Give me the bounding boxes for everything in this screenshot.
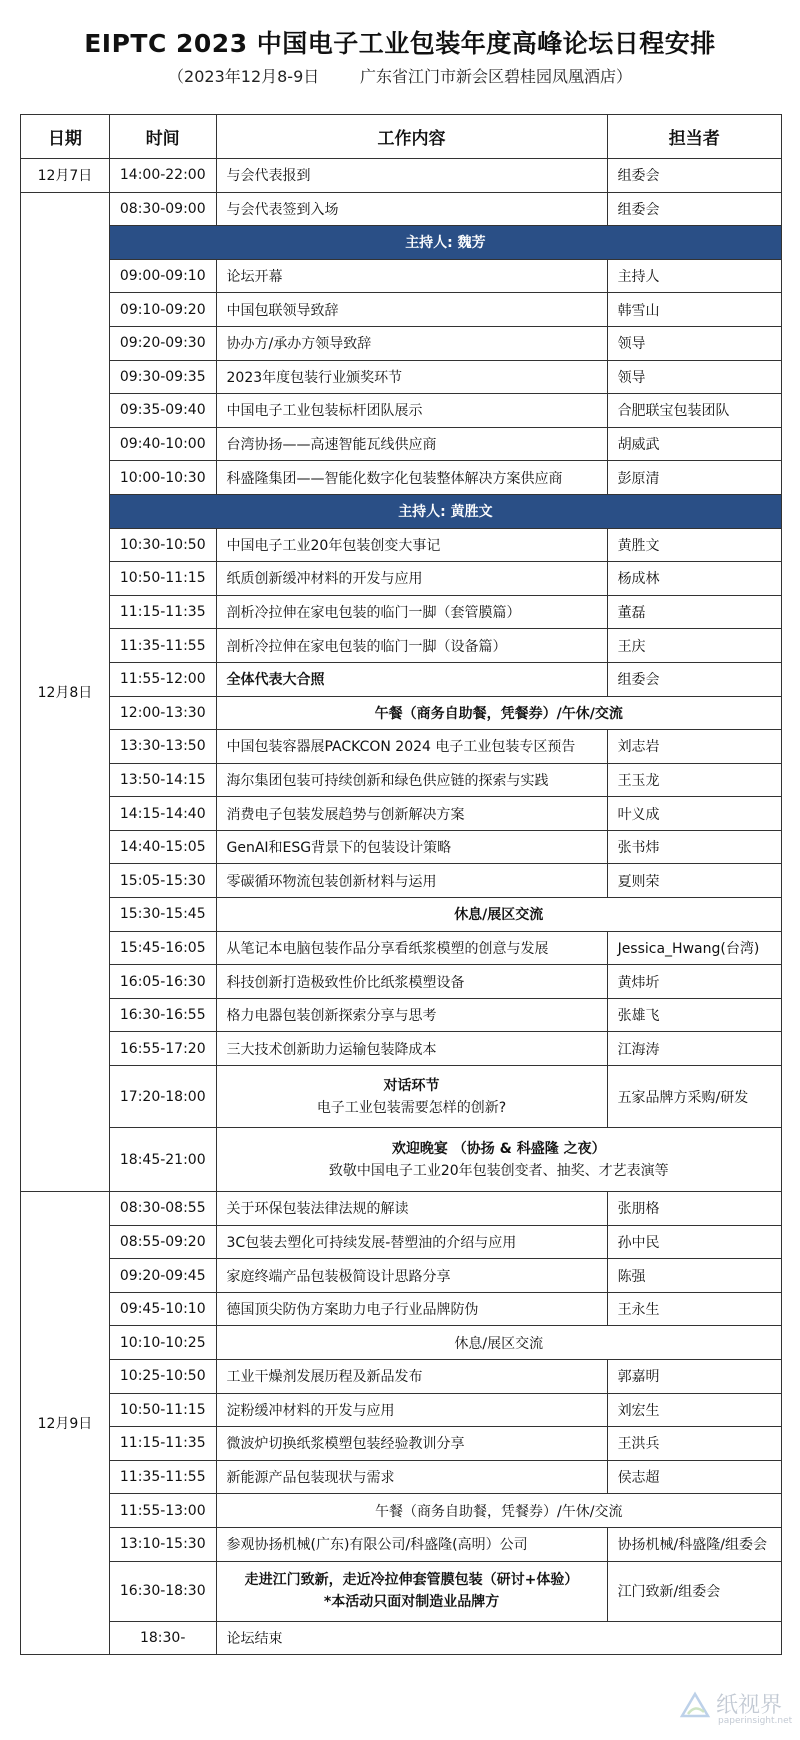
table-row [21,1292,782,1326]
content-cell: 剖析冷拉伸在家电包装的临门一脚（设备篇） [216,629,607,663]
time-cell: 11:35-11:55 [109,629,216,663]
content-cell [216,1561,607,1621]
table-row [21,1393,782,1427]
owner-cell: 夏则荣 [607,864,781,898]
content-line-1: 对话环节 [383,1077,440,1094]
owner-cell: 王玉龙 [607,763,781,797]
content-cell: 全体代表大合照 [216,662,607,696]
time-cell: 16:30-16:55 [109,998,216,1032]
time-cell: 16:55-17:20 [109,1032,216,1066]
time-cell: 10:50-11:15 [109,1393,216,1427]
owner-cell: 黄胜文 [607,528,781,562]
content-line-1: 走进江门致新，走近冷拉伸套管膜包装（研讨+体验） [244,1572,579,1589]
content-cell: 海尔集团包装可持续创新和绿色供应链的探索与实践 [216,763,607,797]
content-cell: 中国电子工业包装标杆团队展示 [216,394,607,428]
owner-cell: 黄炜圻 [607,965,781,999]
time-cell: 11:55-12:00 [109,662,216,696]
time-cell: 14:15-14:40 [109,797,216,831]
content-cell: 科技创新打造极致性价比纸浆模塑设备 [216,965,607,999]
content-cell: 与会代表报到 [216,159,607,193]
time-cell: 08:30-08:55 [109,1192,216,1226]
date-cell: 12月7日 [21,159,110,193]
time-cell: 14:00-22:00 [109,159,216,193]
content-cell: 科盛隆集团——智能化数字化包装整体解决方案供应商 [216,461,607,495]
owner-cell: 孙中民 [607,1225,781,1259]
owner-cell: 张书炜 [607,830,781,864]
content-cell: 纸质创新缓冲材料的开发与应用 [216,562,607,596]
time-cell: 09:45-10:10 [109,1292,216,1326]
table-row [21,1326,782,1360]
day8-group [21,192,782,1191]
content-cell: 家庭终端产品包装极简设计思路分享 [216,1259,607,1293]
table-row [21,965,782,999]
day9-group [21,1192,782,1655]
content-cell: 协办方/承办方领导致辞 [216,326,607,360]
table-row [21,326,782,360]
table-row [21,461,782,495]
table-row [21,1128,782,1192]
content-cell: 微波炉切换纸浆模塑包装经验教训分享 [216,1427,607,1461]
time-cell: 09:40-10:00 [109,427,216,461]
owner-cell: 江海涛 [607,1032,781,1066]
owner-cell: 杨成林 [607,562,781,596]
content-line-2: 电子工业包装需要怎样的创新? [316,1099,507,1116]
page-title: EIPTC 2023 中国电子工业包装年度高峰论坛日程安排 [84,29,716,58]
header-date: 日期 [21,115,110,159]
time-cell: 11:15-11:35 [109,1427,216,1461]
content-cell: 休息/展区交流 [216,1326,781,1360]
time-cell: 09:30-09:35 [109,360,216,394]
owner-cell: 张朋格 [607,1192,781,1226]
table-row [21,864,782,898]
owner-cell: Jessica_Hwang(台湾) [607,931,781,965]
table-row [21,360,782,394]
time-cell: 13:30-13:50 [109,730,216,764]
content-cell: 参观协扬机械(广东)有限公司/科盛隆(高明）公司 [216,1527,607,1561]
table-row [21,1032,782,1066]
time-cell: 09:20-09:30 [109,326,216,360]
content-cell: 零碳循环物流包装创新材料与运用 [216,864,607,898]
table-row [21,1621,782,1655]
owner-cell: 王洪兵 [607,1427,781,1461]
table-row [21,830,782,864]
owner-cell: 陈强 [607,1259,781,1293]
content-cell: 格力电器包装创新探索分享与思考 [216,998,607,1032]
owner-cell: 合肥联宝包装团队 [607,394,781,428]
owner-cell: 韩雪山 [607,293,781,327]
content-cell: 三大技术创新助力运输包装降成本 [216,1032,607,1066]
date-cell: 12月8日 [21,192,110,1191]
content-cell: 与会代表签到入场 [216,192,607,226]
header-time: 时间 [109,115,216,159]
table-row [21,394,782,428]
content-cell [216,1066,607,1128]
table-row [21,998,782,1032]
header-content: 工作内容 [216,115,607,159]
watermark-logo-icon [678,1690,712,1724]
content-cell: 从笔记本电脑包装作品分享看纸浆模塑的创意与发展 [216,931,607,965]
time-cell: 13:50-14:15 [109,763,216,797]
time-cell: 10:00-10:30 [109,461,216,495]
time-cell: 09:00-09:10 [109,259,216,293]
content-cell: 剖析冷拉伸在家电包装的临门一脚（套管膜篇） [216,595,607,629]
host-row [21,494,782,528]
owner-cell: 郭嘉明 [607,1360,781,1394]
owner-cell: 刘志岩 [607,730,781,764]
table-row [21,797,782,831]
table-row [21,1066,782,1128]
owner-cell: 主持人 [607,259,781,293]
table-row [21,730,782,764]
time-cell: 12:00-13:30 [109,696,216,730]
time-cell: 11:15-11:35 [109,595,216,629]
time-cell: 15:30-15:45 [109,898,216,932]
owner-cell: 领导 [607,326,781,360]
content-cell: 论坛开幕 [216,259,607,293]
owner-cell: 彭原清 [607,461,781,495]
content-cell: 中国包联领导致辞 [216,293,607,327]
content-line-1: 欢迎晚宴 （协扬 & 科盛隆 之夜） [391,1140,606,1157]
time-cell: 15:45-16:05 [109,931,216,965]
table-row [21,1494,782,1528]
host-banner: 主持人: 魏芳 [109,226,781,260]
table-row [21,629,782,663]
time-cell: 14:40-15:05 [109,830,216,864]
time-cell: 10:10-10:25 [109,1326,216,1360]
content-cell: GenAI和ESG背景下的包装设计策略 [216,830,607,864]
table-row [21,898,782,932]
owner-cell: 组委会 [607,192,781,226]
table-row [21,1460,782,1494]
time-cell: 11:55-13:00 [109,1494,216,1528]
table-row [21,259,782,293]
owner-cell: 叶义成 [607,797,781,831]
content-line-2: 致敬中国电子工业20年包装创变者、抽奖、才艺表演等 [328,1162,669,1179]
owner-cell: 王庆 [607,629,781,663]
content-cell: 2023年度包装行业颁奖环节 [216,360,607,394]
table-row [21,595,782,629]
table-row [21,528,782,562]
content-cell: 休息/展区交流 [216,898,781,932]
content-cell [216,1128,781,1192]
owner-cell: 王永生 [607,1292,781,1326]
content-cell: 淀粉缓冲材料的开发与应用 [216,1393,607,1427]
content-cell: 论坛结束 [216,1621,781,1655]
content-cell: 工业干燥剂发展历程及新品发布 [216,1360,607,1394]
watermark-url: paperinsight.net [718,1716,793,1726]
owner-cell: 领导 [607,360,781,394]
time-cell: 15:05-15:30 [109,864,216,898]
owner-cell: 刘宏生 [607,1393,781,1427]
page-subtitle: （2023年12月8-9日 广东省江门市新会区碧桂园凤凰酒店） [168,67,632,86]
schedule-table [20,114,782,1655]
owner-cell: 江门致新/组委会 [607,1561,781,1621]
day7-group [21,159,782,193]
table-row [21,427,782,461]
content-cell: 中国包装容器展PACKCON 2024 电子工业包装专区预告 [216,730,607,764]
owner-cell: 组委会 [607,159,781,193]
table-row [21,1561,782,1621]
content-cell: 午餐（商务自助餐，凭餐券）/午休/交流 [216,696,781,730]
table-row [21,763,782,797]
table-row [21,696,782,730]
time-cell: 10:25-10:50 [109,1360,216,1394]
table-row [21,562,782,596]
table-row [21,1527,782,1561]
table-row [21,931,782,965]
table-row [21,1360,782,1394]
owner-cell: 张雄飞 [607,998,781,1032]
table-row [21,159,782,193]
time-cell: 08:55-09:20 [109,1225,216,1259]
date-cell: 12月9日 [21,1192,110,1655]
content-cell: 台湾协扬——高速智能瓦线供应商 [216,427,607,461]
host-row [21,226,782,260]
header-owner: 担当者 [607,115,781,159]
owner-cell: 组委会 [607,662,781,696]
table-row [21,662,782,696]
host-banner: 主持人: 黄胜文 [109,494,781,528]
content-cell: 中国电子工业20年包装创变大事记 [216,528,607,562]
watermark [678,1686,793,1730]
time-cell: 17:20-18:00 [109,1066,216,1128]
time-cell: 16:30-18:30 [109,1561,216,1621]
time-cell: 11:35-11:55 [109,1460,216,1494]
owner-cell: 董磊 [607,595,781,629]
table-row [21,1225,782,1259]
table-row [21,1192,782,1226]
content-cell: 新能源产品包装现状与需求 [216,1460,607,1494]
content-cell: 消费电子包装发展趋势与创新解决方案 [216,797,607,831]
table-row [21,1259,782,1293]
content-cell: 午餐（商务自助餐，凭餐券）/午休/交流 [216,1494,781,1528]
owner-cell: 五家品牌方采购/研发 [607,1066,781,1128]
time-cell: 09:10-09:20 [109,293,216,327]
table-row [21,192,782,226]
time-cell: 16:05-16:30 [109,965,216,999]
time-cell: 10:50-11:15 [109,562,216,596]
owner-cell: 胡威武 [607,427,781,461]
table-row [21,1427,782,1461]
time-cell: 18:30- [109,1621,216,1655]
watermark-text: 纸视界 [716,1693,783,1718]
header-row [21,115,782,159]
time-cell: 08:30-09:00 [109,192,216,226]
owner-cell: 协扬机械/科盛隆/组委会 [607,1527,781,1561]
table-row [21,293,782,327]
owner-cell: 侯志超 [607,1460,781,1494]
content-cell: 关于环保包装法律法规的解读 [216,1192,607,1226]
content-cell: 3C包装去塑化可持续发展-替塑油的介绍与应用 [216,1225,607,1259]
time-cell: 09:35-09:40 [109,394,216,428]
time-cell: 13:10-15:30 [109,1527,216,1561]
content-line-2: *本活动只面对制造业品牌方 [323,1594,500,1611]
time-cell: 18:45-21:00 [109,1128,216,1192]
time-cell: 09:20-09:45 [109,1259,216,1293]
content-cell: 德国顶尖防伪方案助力电子行业品牌防伪 [216,1292,607,1326]
time-cell: 10:30-10:50 [109,528,216,562]
